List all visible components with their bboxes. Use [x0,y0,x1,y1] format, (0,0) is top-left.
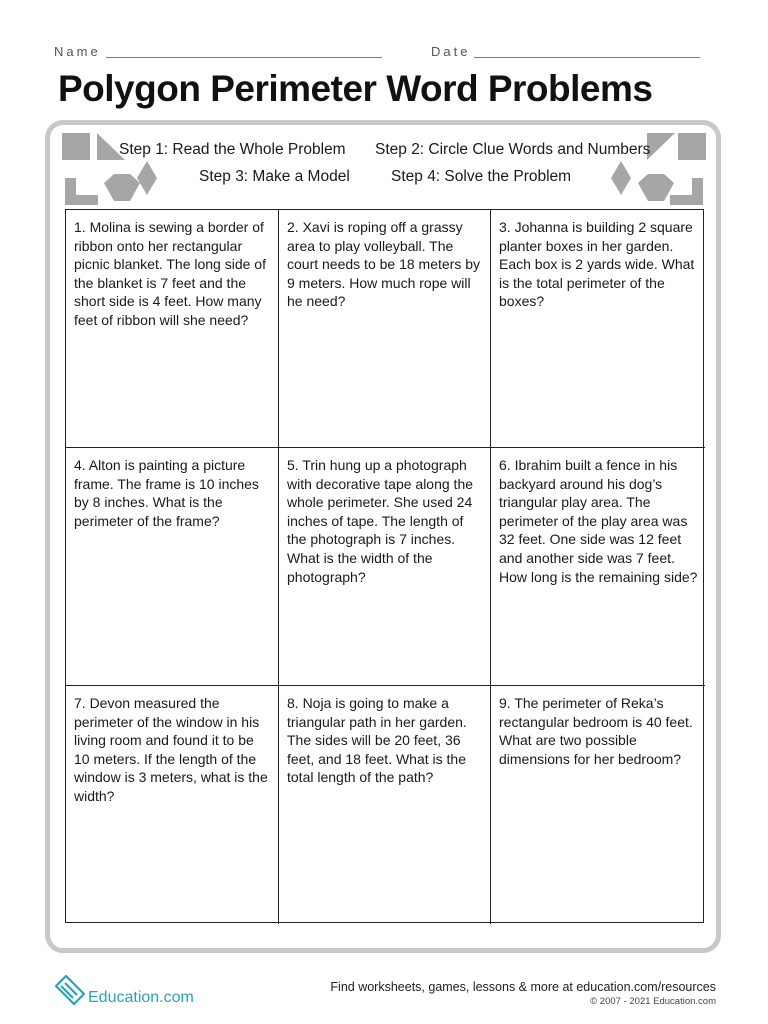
name-line[interactable] [106,57,382,58]
footer-copyright: © 2007 - 2021 Education.com [590,996,716,1007]
education-logo-icon [54,972,88,1008]
problem-4[interactable]: 4. Alton is painting a picture frame. The frame is 10 inches by 8 inches. What is the perimeter of the frame? [66,448,279,686]
step-4-label: Step 4: Solve the Problem [391,168,572,185]
steps-header [50,125,716,215]
problem-9[interactable]: 9. The perimeter of Reka’s rectangular bedroom is 40 feet. What are two possible dimensions for her bedroom? [499,695,693,767]
problem-7[interactable]: 7. Devon measured the perimeter of the window in his living room and found it to be 10 meters. If the length of the window is 3 meters, what is the width? [66,686,279,924]
problem-1[interactable]: 1. Molina is sewing a border of ribbon onto her rectangular picnic blanket. The long side of the blanket is 7 feet and the short side is 4 feet. How many feet of ribbon will she need? [66,210,279,448]
step-3-label: Step 3: Make a Model [199,168,350,185]
name-label: Name [54,44,101,59]
problem-6[interactable]: 6. Ibrahim built a fence in his backyard around his dog’s triangular play area. The perimeter of the play area was 32 feet. One side was 12 feet and another side was 7 feet. How long is the remaining side? [491,448,705,686]
worksheet-frame [45,120,721,953]
date-line[interactable] [474,57,700,58]
step-2-label: Step 2: Circle Clue Words and Numbers [375,141,651,158]
footer-tagline[interactable]: Find worksheets, games, lessons & more at education.com/resources [330,980,716,994]
problem-5[interactable]: 5. Trin hung up a photograph with decorative tape along the whole perimeter. She used 24 inches of tape. The length of the photograph is 7 inches. What is the width of the photograph? [279,448,491,686]
problems-grid [65,209,704,923]
problem-8[interactable]: 8. Noja is going to make a triangular path in her garden. The sides will be 20 feet, 36 feet, and 18 feet. What is the total length of the path? [279,686,491,924]
name-date-row [54,44,704,64]
problem-3[interactable]: 3. Johanna is building 2 square planter boxes in her garden. Each box is 2 yards wide. What is the total perimeter of the boxes? [491,210,705,448]
problem-2[interactable]: 2. Xavi is roping off a grassy area to play volleyball. The court needs to be 18 meters by 9 meters. How much rope will he need? [279,210,491,448]
page-title: Polygon Perimeter Word Problems [58,68,653,109]
date-label: Date [431,44,471,59]
step-1-label: Step 1: Read the Whole Problem [119,141,346,158]
footer-info [330,980,716,1007]
education-logo-text[interactable]: Education.com [88,989,194,1006]
